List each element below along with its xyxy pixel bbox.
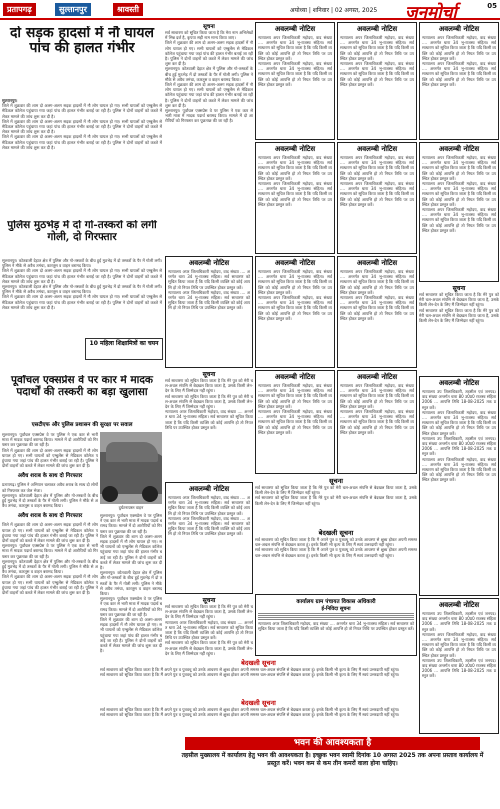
lead-text: जिले में शुक्रवार की शाम दो अलग-अलग सड़क हादसों में नौ लोग घायल हो गए। सभी घायलों को एम्बुलेंस से मेडिकल कॉलेज पहुंचाया गया जहां पांच की हालत गंभीर बताई जा रही है। पुलिस ने दोनों वाहनों को कब्जे में लेकर मामले की जांच शुरू कर दी है। xyxy=(2,103,162,119)
notice-title: अवलम्बी नोटिस xyxy=(274,25,316,33)
photo-caption xyxy=(100,505,162,511)
lead-headline: दो सड़क हादसों में नौ घायल पांच की हालत गंभीर xyxy=(10,26,154,57)
story4 xyxy=(2,375,162,419)
story2-text: सुल्तानपुर। कोतवाली देहात क्षेत्र में पुलिस और गो-तस्करों के बीच हुई मुठभेड़ में दो तस्करों के पैर में गोली लगी। पुलिस ने मौके से अवैध तमंचा, कारतूस व वाहन बरामद किया। xyxy=(2,258,162,269)
bedakhal-block-2: सूचना सर्व साधारण को सूचित किया जाता है कि मेरे पुत्र को मेरी चल-अचल संपत्ति से बेदखल किया जाता है, उसके किसी लेन-देन के लिए मैं जिम्मेदार नहीं रहूंगा। न्यायालय अपर जिलाधिकारी महोदय, वाद संख्या .... अन्तर्गत धारा 34 भू-राजस्व संहिता। सर्व साधारण को सूचित किया जाता है कि यदि किसी व्यक्ति को कोई आपत्ति हो तो नियत तिथि पर उपस्थित होकर प्रस्तुत करें। सर्व साधारण को सूचित किया जाता है कि मेरे पुत्र को मेरी चल-अचल संपत्ति से बेदखल किया जाता है, उसके किसी लेन-देन के लिए मैं जिम्मेदार नहीं रहूंगा। xyxy=(165,597,253,656)
suchna-title: सूचना xyxy=(202,597,216,604)
wheel xyxy=(102,486,118,502)
rule xyxy=(258,617,414,618)
car-roof xyxy=(106,442,158,462)
page-number: 05 xyxy=(487,2,497,10)
notice-title: अवलम्बी नोटिस xyxy=(188,485,230,493)
suchna-title: सूचना xyxy=(202,371,216,378)
story4-kicker-text: एसटीएफ और पुलिस प्रशासन की सुरक्षा पर सवाल xyxy=(31,422,133,428)
notice-box-1: अवलम्बी नोटिस न्यायालय अपर जिलाधिकारी महोदय, वाद संख्या .... अन्तर्गत धारा 34 भू-राजस्व संहिता। सर्व साधारण को सूचित किया जाता है कि यदि किसी व्यक्ति को कोई आपत्ति हो तो नियत तिथि पर उपस्थित होकर प्रस्तुत करें। न्यायालय अपर जिलाधिकारी महोदय, वाद संख्या .... अन्तर्गत धारा 34 भू-राजस्व संहिता। सर्व साधारण को सूचित किया जाता है कि यदि किसी व्यक्ति को कोई आपत्ति हो तो नियत तिथि पर उपस्थित होकर प्रस्तुत करें। xyxy=(255,22,335,140)
story3 xyxy=(85,338,163,360)
bedakhal-wide-2: बेदखली सूचना सर्व साधारण को सूचित किया जाता है कि मैं अपने पुत्र व पुत्रवधू को उनके आचरण से क्षुब्ध होकर अपनी समस्त चल-अचल संपत्ति से बेदखल करता हूं। इनके किसी भी कृत्य के लिए मैं स्वयं उत्तरदायी नहीं रहूंगा। सर्व साधारण को सूचित किया जाता है कि मैं अपने पुत्र व पुत्रवधू को उनके आचरण से क्षुब्ध होकर अपनी समस्त चल-अचल संपत्ति से बेदखल करता हूं। इनके किसी भी कृत्य के लिए मैं स्वयं उत्तरदायी नहीं रहूंगा। xyxy=(100,699,400,718)
side-text: प्रतापगढ़। पुलिस ने अभियान चलाकर अवैध शराब के साथ दो लोगों को गिरफ्तार कर जेल भेजा। xyxy=(2,482,98,493)
lead-dateline: सुल्तानपुर। xyxy=(2,98,18,103)
notice-title: अवलम्बी नोटिस xyxy=(356,259,398,267)
story4-headline: पूर्वांचल एक्सप्रेस वे पर कार में मादक पदार्थों की तस्करी का बड़ा खुलासा xyxy=(11,375,153,398)
notice-title: अवलम्बी नोटिस xyxy=(274,145,316,153)
lead-body: सुल्तानपुर। जिले में शुक्रवार की शाम दो अलग-अलग सड़क हादसों में नौ लोग घायल हो गए। सभी घायलों को एम्बुलेंस से मेडिकल कॉलेज पहुंचाया गया जहां पांच की हालत गंभीर बताई जा रही है। पुलिस ने दोनों वाहनों को कब्जे में लेकर मामले की जांच शुरू कर दी है। जिले में शुक्रवार की शाम दो अलग-अलग सड़क हादसों में नौ लोग घायल हो गए। सभी घायलों को एम्बुलेंस से मेडिकल कॉलेज पहुंचाया गया जहां पांच की हालत गंभीर बताई जा रही है। पुलिस ने दोनों वाहनों को कब्जे में लेकर मामले की जांच शुरू कर दी है। जिले में शुक्रवार की शाम दो अलग-अलग सड़क हादसों में नौ लोग घायल हो गए। सभी घायलों को एम्बुलेंस से मेडिकल कॉलेज पहुंचाया गया जहां पांच की हालत गंभीर बताई जा रही है। पुलिस ने दोनों वाहनों को कब्जे में लेकर मामले की जांच शुरू कर दी है। xyxy=(2,98,162,150)
story2 xyxy=(2,220,162,256)
notice-title: अवलम्बी नोटिस xyxy=(188,259,230,267)
notice-title: अवलम्बी नोटिस xyxy=(356,25,398,33)
story3-headline: 10 महिला शिक्षामित्रों का चयन xyxy=(89,340,159,347)
right-notice-2: अवलम्बी नोटिस न्यायालय उप जिलाधिकारी, तहसील एवं जनपद। वाद संख्या अन्तर्गत धारा 80 उ0प्र0 राजस्व संहिता 2006 ... आपत्ति तिथि 18-08-2025 तक प्रस्तुत करें। न्यायालय अपर जिलाधिकारी महोदय, वाद संख्या .... अन्तर्गत धारा 34 भू-राजस्व संहिता। सर्व साधारण को सूचित किया जाता है कि यदि किसी व्यक्ति को कोई आपत्ति हो तो नियत तिथि पर उपस्थित होकर प्रस्तुत करें। न्यायालय उप जिलाधिकारी, तहसील एवं जनपद। वाद संख्या अन्तर्गत धारा 80 उ0प्र0 राजस्व संहिता 2006 ... आपत्ति तिथि 18-08-2025 तक प्रस्तुत करें। xyxy=(419,598,499,734)
notice-box-8: अवलम्बी नोटिस न्यायालय अपर जिलाधिकारी महोदय, वाद संख्या .... अन्तर्गत धारा 34 भू-राजस्व संहिता। सर्व साधारण को सूचित किया जाता है कि यदि किसी व्यक्ति को कोई आपत्ति हो तो नियत तिथि पर उपस्थित होकर प्रस्तुत करें। न्यायालय अपर जिलाधिकारी महोदय, वाद संख्या .... अन्तर्गत धारा 34 भू-राजस्व संहिता। सर्व साधारण को सूचित किया जाता है कि यदि किसी व्यक्ति को कोई आपत्ति हो तो नियत तिथि पर उपस्थित होकर प्रस्तुत करें। xyxy=(255,256,335,368)
rule xyxy=(258,613,414,614)
notice-title: अवलम्बी नोटिस xyxy=(438,145,480,153)
wheel xyxy=(142,486,158,502)
story4-body-2: सुल्तानपुर। पूर्वांचल एक्सप्रेस वे पर पुलिस ने एक कार से भारी मात्रा में मादक पदार्थ बरामद किया। मामले में दो आरोपियों को गिरफ्तार कर पूछताछ की जा रही है। जिले में शुक्रवार की शाम दो अलग-अलग सड़क हादसों में नौ लोग घायल हो गए। सभी घायलों को एम्बुलेंस से मेडिकल कॉलेज पहुंचाया गया जहां पांच की हालत गंभीर बताई जा रही है। पुलिस ने दोनों वाहनों को कब्जे में लेकर मामले की जांच शुरू कर दी है। सुल्तानपुर। कोतवाली देहात क्षेत्र में पुलिस और गो-तस्करों के बीच हुई मुठभेड़ में दो तस्करों के पैर में गोली लगी। पुलिस ने मौके से अवैध तमंचा, कारतूस व वाहन बरामद किया। सुल्तानपुर। पूर्वांचल एक्सप्रेस वे पर पुलिस ने एक कार से भारी मात्रा में मादक पदार्थ बरामद किया। मामले में दो आरोपियों को गिरफ्तार कर पूछताछ की जा रही है। जिले में शुक्रवार की शाम दो अलग-अलग सड़क हादसों में नौ लोग घायल हो गए। सभी घायलों को एम्बुलेंस से मेडिकल कॉलेज पहुंचाया गया जहां पांच की हालत गंभीर बताई जा रही है। पुलिस ने दोनों वाहनों को कब्जे में लेकर मामले की जांच शुरू कर दी है। xyxy=(100,513,162,654)
bhavan-title: भवन की आवश्यकता है xyxy=(185,737,480,750)
notice-box-7: अवलम्बी नोटिस न्यायालय अपर जिलाधिकारी महोदय, वाद संख्या .... अन्तर्गत धारा 34 भू-राजस्व संहिता। सर्व साधारण को सूचित किया जाता है कि यदि किसी व्यक्ति को कोई आपत्ति हो तो नियत तिथि पर उपस्थित होकर प्रस्तुत करें। न्यायालय अपर जिलाधिकारी महोदय, वाद संख्या .... अन्तर्गत धारा 34 भू-राजस्व संहिता। सर्व साधारण को सूचित किया जाता है कि यदि किसी व्यक्ति को कोई आपत्ति हो तो नियत तिथि पर उपस्थित होकर प्रस्तुत करें। न्यायालय अपर जिलाधिकारी महोदय, वाद संख्या .... अन्तर्गत धारा 34 भू-राजस्व संहिता। सर्व साधारण को सूचित किया जाता है कि यदि किसी व्यक्ति को कोई आपत्ति हो तो नियत तिथि पर उपस्थित होकर प्रस्तुत करें। xyxy=(419,142,499,282)
lead-story xyxy=(2,26,162,96)
notice-box-3: अवलम्बी नोटिस न्यायालय अपर जिलाधिकारी महोदय, वाद संख्या .... अन्तर्गत धारा 34 भू-राजस्व संहिता। सर्व साधारण को सूचित किया जाता है कि यदि किसी व्यक्ति को कोई आपत्ति हो तो नियत तिथि पर उपस्थित होकर प्रस्तुत करें। न्यायालय अपर जिलाधिकारी महोदय, वाद संख्या .... अन्तर्गत धारा 34 भू-राजस्व संहिता। सर्व साधारण को सूचित किया जाता है कि यदि किसी व्यक्ति को कोई आपत्ति हो तो नियत तिथि पर उपस्थित होकर प्रस्तुत करें। xyxy=(419,22,499,140)
notice-box-6: अवलम्बी नोटिस न्यायालय अपर जिलाधिकारी महोदय, वाद संख्या .... अन्तर्गत धारा 34 भू-राजस्व संहिता। सर्व साधारण को सूचित किया जाता है कि यदि किसी व्यक्ति को कोई आपत्ति हो तो नियत तिथि पर उपस्थित होकर प्रस्तुत करें। न्यायालय अपर जिलाधिकारी महोदय, वाद संख्या .... अन्तर्गत धारा 34 भू-राजस्व संहिता। सर्व साधारण को सूचित किया जाता है कि यदि किसी व्यक्ति को कोई आपत्ति हो तो नियत तिथि पर उपस्थित होकर प्रस्तुत करें। xyxy=(337,142,417,254)
side-subhead: अवैध शराब के साथ दो गिरफ्तार xyxy=(17,473,83,480)
car-photo xyxy=(100,432,162,504)
center-text-col: सूचना सर्व साधारण को सूचित किया जाता है कि मेरा नाम अभिलेखों में भिन्न दर्ज है, कृपया सही नाम मान्य किया जाए। जिले में शुक्रवार की शाम दो अलग-अलग सड़क हादसों में नौ लोग घायल हो गए। सभी घायलों को एम्बुलेंस से मेडिकल कॉलेज पहुंचाया गया जहां पांच की हालत गंभीर बताई जा रही है। पुलिस ने दोनों वाहनों को कब्जे में लेकर मामले की जांच शुरू कर दी है। सुल्तानपुर। कोतवाली देहात क्षेत्र में पुलिस और गो-तस्करों के बीच हुई मुठभेड़ में दो तस्करों के पैर में गोली लगी। पुलिस ने मौके से अवैध तमंचा, कारतूस व वाहन बरामद किया। जिले में शुक्रवार की शाम दो अलग-अलग सड़क हादसों में नौ लोग घायल हो गए। सभी घायलों को एम्बुलेंस से मेडिकल कॉलेज पहुंचाया गया जहां पांच की हालत गंभीर बताई जा रही है। पुलिस ने दोनों वाहनों को कब्जे में लेकर मामले की जांच शुरू कर दी है। सुल्तानपुर। पूर्वांचल एक्सप्रेस वे पर पुलिस ने एक कार से भारी मात्रा में मादक पदार्थ बरामद किया। मामले में दो आरोपियों को गिरफ्तार कर पूछताछ की जा रही है। xyxy=(165,24,253,124)
notice-title: अवलम्बी नोटिस xyxy=(356,373,398,381)
notice-box-2: अवलम्बी नोटिस न्यायालय अपर जिलाधिकारी महोदय, वाद संख्या .... अन्तर्गत धारा 34 भू-राजस्व संहिता। सर्व साधारण को सूचित किया जाता है कि यदि किसी व्यक्ति को कोई आपत्ति हो तो नियत तिथि पर उपस्थित होकर प्रस्तुत करें। न्यायालय अपर जिलाधिकारी महोदय, वाद संख्या .... अन्तर्गत धारा 34 भू-राजस्व संहिता। सर्व साधारण को सूचित किया जाता है कि यदि किसी व्यक्ति को कोई आपत्ति हो तो नियत तिथि पर उपस्थित होकर प्रस्तुत करें। xyxy=(337,22,417,140)
center-notice-title: सूचना xyxy=(203,24,215,30)
dateline: अयोध्या | शनिवार | 02 अगस्त, 2025 xyxy=(290,7,378,14)
bedakhal-wide-1: बेदखली सूचना सर्व साधारण को सूचित किया जाता है कि मैं अपने पुत्र व पुत्रवधू को उनके आचरण से क्षुब्ध होकर अपनी समस्त चल-अचल संपत्ति से बेदखल करता हूं। इनके किसी भी कृत्य के लिए मैं स्वयं उत्तरदायी नहीं रहूंगा। सर्व साधारण को सूचित किया जाता है कि मैं अपने पुत्र व पुत्रवधू को उनके आचरण से क्षुब्ध होकर अपनी समस्त चल-अचल संपत्ति से बेदखल करता हूं। इनके किसी भी कृत्य के लिए मैं स्वयं उत्तरदायी नहीं रहूंगा। xyxy=(100,658,417,696)
notice-box-9: अवलम्बी नोटिस न्यायालय अपर जिलाधिकारी महोदय, वाद संख्या .... अन्तर्गत धारा 34 भू-राजस्व संहिता। सर्व साधारण को सूचित किया जाता है कि यदि किसी व्यक्ति को कोई आपत्ति हो तो नियत तिथि पर उपस्थित होकर प्रस्तुत करें। न्यायालय अपर जिलाधिकारी महोदय, वाद संख्या .... अन्तर्गत धारा 34 भू-राजस्व संहिता। सर्व साधारण को सूचित किया जाता है कि यदि किसी व्यक्ति को कोई आपत्ति हो तो नियत तिथि पर उपस्थित होकर प्रस्तुत करें। xyxy=(337,256,417,368)
notice-title: अवलम्बी नोटिस xyxy=(438,25,480,33)
rule xyxy=(258,619,414,620)
story2-headline: पुलिस मुठभेड़ में दो गो-तस्करों को लगी गोली, दो गिरफ्तार xyxy=(7,220,157,243)
notice-title: अवलम्बी नोटिस xyxy=(356,145,398,153)
notice-box-10: अवलम्बी नोटिस न्यायालय अपर जिलाधिकारी महोदय, वाद संख्या .... अन्तर्गत धारा 34 भू-राजस्व संहिता। सर्व साधारण को सूचित किया जाता है कि यदि किसी व्यक्ति को कोई आपत्ति हो तो नियत तिथि पर उपस्थित होकर प्रस्तुत करें। न्यायालय अपर जिलाधिकारी महोदय, वाद संख्या .... अन्तर्गत धारा 34 भू-राजस्व संहिता। सर्व साधारण को सूचित किया जाता है कि यदि किसी व्यक्ति को कोई आपत्ति हो तो नियत तिथि पर उपस्थित होकर प्रस्तुत करें। xyxy=(165,482,253,594)
story4-body: सुल्तानपुर। पूर्वांचल एक्सप्रेस वे पर पुलिस ने एक कार से भारी मात्रा में मादक पदार्थ बरामद किया। मामले में दो आरोपियों को गिरफ्तार कर पूछताछ की जा रही है। जिले में शुक्रवार की शाम दो अलग-अलग सड़क हादसों में नौ लोग घायल हो गए। सभी घायलों को एम्बुलेंस से मेडिकल कॉलेज पहुंचाया गया जहां पांच की हालत गंभीर बताई जा रही है। पुलिस ने दोनों वाहनों को कब्जे में लेकर मामले की जांच शुरू कर दी है। अवैध शराब के साथ दो गिरफ्तार प्रतापगढ़। पुलिस ने अभियान चलाकर अवैध शराब के साथ दो लोगों को गिरफ्तार कर जेल भेजा। सुल्तानपुर। कोतवाली देहात क्षेत्र में पुलिस और गो-तस्करों के बीच हुई मुठभेड़ में दो तस्करों के पैर में गोली लगी। पुलिस ने मौके से अवैध तमंचा, कारतूस व वाहन बरामद किया। अवैध शराब के साथ दो गिरफ्तार जिले में शुक्रवार की शाम दो अलग-अलग सड़क हादसों में नौ लोग घायल हो गए। सभी घायलों को एम्बुलेंस से मेडिकल कॉलेज पहुंचाया गया जहां पांच की हालत गंभीर बताई जा रही है। पुलिस ने दोनों वाहनों को कब्जे में लेकर मामले की जांच शुरू कर दी है। सुल्तानपुर। पूर्वांचल एक्सप्रेस वे पर पुलिस ने एक कार से भारी मात्रा में मादक पदार्थ बरामद किया। मामले में दो आरोपियों को गिरफ्तार कर पूछताछ की जा रही है। सुल्तानपुर। कोतवाली देहात क्षेत्र में पुलिस और गो-तस्करों के बीच हुई मुठभेड़ में दो तस्करों के पैर में गोली लगी। पुलिस ने मौके से अवैध तमंचा, कारतूस व वाहन बरामद किया। जिले में शुक्रवार की शाम दो अलग-अलग सड़क हादसों में नौ लोग घायल हो गए। सभी घायलों को एम्बुलेंस से मेडिकल कॉलेज पहुंचाया गया जहां पांच की हालत गंभीर बताई जा रही है। पुलिस ने दोनों वाहनों को कब्जे में लेकर मामले की जांच शुरू कर दी है। xyxy=(2,432,98,596)
right-notice: अवलम्बी नोटिस न्यायालय उप जिलाधिकारी, तहसील एवं जनपद। वाद संख्या अन्तर्गत धारा 80 उ0प्र0 राजस्व संहिता 2006 ... आपत्ति तिथि 18-08-2025 तक प्रस्तुत करें। न्यायालय अपर जिलाधिकारी महोदय, वाद संख्या .... अन्तर्गत धारा 34 भू-राजस्व संहिता। सर्व साधारण को सूचित किया जाता है कि यदि किसी व्यक्ति को कोई आपत्ति हो तो नियत तिथि पर उपस्थित होकर प्रस्तुत करें। न्यायालय उप जिलाधिकारी, तहसील एवं जनपद। वाद संख्या अन्तर्गत धारा 80 उ0प्र0 राजस्व संहिता 2006 ... आपत्ति तिथि 18-08-2025 तक प्रस्तुत करें। न्यायालय अपर जिलाधिकारी महोदय, वाद संख्या .... अन्तर्गत धारा 34 भू-राजस्व संहिता। सर्व साधारण को सूचित किया जाता है कि यदि किसी व्यक्ति को कोई आपत्ति हो तो नियत तिथि पर उपस्थित होकर प्रस्तुत करें। xyxy=(419,376,499,596)
suchna-title: सूचना xyxy=(329,477,343,485)
wide-suchna: सूचना सर्व साधारण को सूचित किया जाता है कि मेरे पुत्र को मेरी चल-अचल संपत्ति से बेदखल किया जाता है, उसके किसी लेन-देन के लिए मैं जिम्मेदार नहीं रहूंगा। सर्व साधारण को सूचित किया जाता है कि मेरे पुत्र को मेरी चल-अचल संपत्ति से बेदखल किया जाता है, उसके किसी लेन-देन के लिए मैं जिम्मेदार नहीं रहूंगा। xyxy=(255,477,417,506)
section-tag-2: सुल्तानपुर xyxy=(55,3,91,16)
brand-logo: जनमोर्चा xyxy=(405,3,457,23)
section-tag-1: प्रतापगढ़ xyxy=(3,3,36,16)
bedakhal-title: बेदखली सूचना xyxy=(318,529,354,537)
tender-title: कार्यालय ग्राम पंचायत विकास अधिकारी xyxy=(296,599,376,605)
tender-subtitle: ई-निविदा सूचना xyxy=(321,606,351,612)
suchna-block-1: सूचना सर्व साधारण को सूचित किया जाता है कि मेरे पुत्र को मेरी चल-अचल संपत्ति से बेदखल किया जाता है, उसके किसी लेन-देन के लिए मैं जिम्मेदार नहीं रहूंगा। सर्व साधारण को सूचित किया जाता है कि मेरे पुत्र को मेरी चल-अचल संपत्ति से बेदखल किया जाता है, उसके किसी लेन-देन के लिए मैं जिम्मेदार नहीं रहूंगा। न्यायालय अपर जिलाधिकारी महोदय, वाद संख्या .... अन्तर्गत धारा 34 भू-राजस्व संहिता। सर्व साधारण को सूचित किया जाता है कि यदि किसी व्यक्ति को कोई आपत्ति हो तो नियत तिथि पर उपस्थित होकर प्रस्तुत करें। xyxy=(165,371,253,430)
suchna-title: सूचना xyxy=(452,285,466,292)
rule xyxy=(258,615,414,616)
notice-box-4: अवलम्बी नोटिस न्यायालय अपर जिलाधिकारी महोदय, वाद संख्या .... अन्तर्गत धारा 34 भू-राजस्व संहिता। सर्व साधारण को सूचित किया जाता है कि यदि किसी व्यक्ति को कोई आपत्ति हो तो नियत तिथि पर उपस्थित होकर प्रस्तुत करें। न्यायालय अपर जिलाधिकारी महोदय, वाद संख्या .... अन्तर्गत धारा 34 भू-राजस्व संहिता। सर्व साधारण को सूचित किया जाता है कि यदि किसी व्यक्ति को कोई आपत्ति हो तो नियत तिथि पर उपस्थित होकर प्रस्तुत करें। xyxy=(165,256,253,368)
notice-title: अवलम्बी नोटिस xyxy=(274,373,316,381)
story2-body: सुल्तानपुर। कोतवाली देहात क्षेत्र में पुलिस और गो-तस्करों के बीच हुई मुठभेड़ में दो तस्करों के पैर में गोली लगी। पुलिस ने मौके से अवैध तमंचा, कारतूस व वाहन बरामद किया। जिले में शुक्रवार की शाम दो अलग-अलग सड़क हादसों में नौ लोग घायल हो गए। सभी घायलों को एम्बुलेंस से मेडिकल कॉलेज पहुंचाया गया जहां पांच की हालत गंभीर बताई जा रही है। पुलिस ने दोनों वाहनों को कब्जे में लेकर मामले की जांच शुरू कर दी है। सुल्तानपुर। कोतवाली देहात क्षेत्र में पुलिस और गो-तस्करों के बीच हुई मुठभेड़ में दो तस्करों के पैर में गोली लगी। पुलिस ने मौके से अवैध तमंचा, कारतूस व वाहन बरामद किया। जिले में शुक्रवार की शाम दो अलग-अलग सड़क हादसों में नौ लोग घायल हो गए। सभी घायलों को एम्बुलेंस से मेडिकल कॉलेज पहुंचाया गया जहां पांच की हालत गंभीर बताई जा रही है। पुलिस ने दोनों वाहनों को कब्जे में लेकर मामले की जांच शुरू कर दी है। xyxy=(2,258,162,310)
notice-box-5: अवलम्बी नोटिस न्यायालय अपर जिलाधिकारी महोदय, वाद संख्या .... अन्तर्गत धारा 34 भू-राजस्व संहिता। सर्व साधारण को सूचित किया जाता है कि यदि किसी व्यक्ति को कोई आपत्ति हो तो नियत तिथि पर उपस्थित होकर प्रस्तुत करें। न्यायालय अपर जिलाधिकारी महोदय, वाद संख्या .... अन्तर्गत धारा 34 भू-राजस्व संहिता। सर्व साधारण को सूचित किया जाता है कि यदि किसी व्यक्ति को कोई आपत्ति हो तो नियत तिथि पर उपस्थित होकर प्रस्तुत करें। xyxy=(255,142,335,254)
caption-text: दुर्घटनाग्रस्त वाहन xyxy=(118,505,144,510)
masthead xyxy=(0,0,500,23)
section-tag-3: श्रावस्ती xyxy=(113,3,143,16)
bedakhal-block-1: बेदखली सूचना सर्व साधारण को सूचित किया जाता है कि मैं अपने पुत्र व पुत्रवधू को उनके आचरण से क्षुब्ध होकर अपनी समस्त चल-अचल संपत्ति से बेदखल करता हूं। इनके किसी भी कृत्य के लिए मैं स्वयं उत्तरदायी नहीं रहूंगा। सर्व साधारण को सूचित किया जाता है कि मैं अपने पुत्र व पुत्रवधू को उनके आचरण से क्षुब्ध होकर अपनी समस्त चल-अचल संपत्ति से बेदखल करता हूं। इनके किसी भी कृत्य के लिए मैं स्वयं उत्तरदायी नहीं रहूंगा। xyxy=(255,529,417,558)
bedakhal-title: बेदखली सूचना xyxy=(241,659,276,667)
story4-kicker xyxy=(2,420,162,430)
notice-title: अवलम्बी नोटिस xyxy=(438,379,480,387)
notice-title: अवलम्बी नोटिस xyxy=(438,601,480,609)
notice-title: अवलम्बी नोटिस xyxy=(274,259,316,267)
bhavan-advert xyxy=(165,737,500,809)
bhavan-text: तहसील मुख्यालय में कार्यालय हेतु भवन की आवश्यकता है। इच्छुक भवन स्वामी दिनांक 10 अगस्त 2025 तक अपना प्रस्ताव कार्यालय में प्रस्तुत करें। भवन कम से कम तीन कमरों वाला होना चाहिए। xyxy=(181,752,484,767)
story4-text: सुल्तानपुर। पूर्वांचल एक्सप्रेस वे पर पुलिस ने एक कार से भारी मात्रा में मादक पदार्थ बरामद किया। मामले में दो आरोपियों को गिरफ्तार कर पूछताछ की जा रही है। xyxy=(2,432,98,448)
notice-box-11: अवलम्बी नोटिस न्यायालय अपर जिलाधिकारी महोदय, वाद संख्या .... अन्तर्गत धारा 34 भू-राजस्व संहिता। सर्व साधारण को सूचित किया जाता है कि यदि किसी व्यक्ति को कोई आपत्ति हो तो नियत तिथि पर उपस्थित होकर प्रस्तुत करें। न्यायालय अपर जिलाधिकारी महोदय, वाद संख्या .... अन्तर्गत धारा 34 भू-राजस्व संहिता। सर्व साधारण को सूचित किया जाता है कि यदि किसी व्यक्ति को कोई आपत्ति हो तो नियत तिथि पर उपस्थित होकर प्रस्तुत करें। xyxy=(255,370,335,474)
right-suchna: सूचना सर्व साधारण को सूचित किया जाता है कि मेरे पुत्र को मेरी चल-अचल संपत्ति से बेदखल किया जाता है, उसके किसी लेन-देन के लिए मैं जिम्मेदार नहीं रहूंगा। सर्व साधारण को सूचित किया जाता है कि मेरे पुत्र को मेरी चल-अचल संपत्ति से बेदखल किया जाता है, उसके किसी लेन-देन के लिए मैं जिम्मेदार नहीं रहूंगा। xyxy=(419,285,499,324)
notice-box-12: अवलम्बी नोटिस न्यायालय अपर जिलाधिकारी महोदय, वाद संख्या .... अन्तर्गत धारा 34 भू-राजस्व संहिता। सर्व साधारण को सूचित किया जाता है कि यदि किसी व्यक्ति को कोई आपत्ति हो तो नियत तिथि पर उपस्थित होकर प्रस्तुत करें। न्यायालय अपर जिलाधिकारी महोदय, वाद संख्या .... अन्तर्गत धारा 34 भू-राजस्व संहिता। सर्व साधारण को सूचित किया जाता है कि यदि किसी व्यक्ति को कोई आपत्ति हो तो नियत तिथि पर उपस्थित होकर प्रस्तुत करें। xyxy=(337,370,417,474)
tender-notice: कार्यालय ग्राम पंचायत विकास अधिकारी ई-निविदा सूचना न्यायालय अपर जिलाधिकारी महोदय, वाद संख्या .... अन्तर्गत धारा 34 भू-राजस्व संहिता। सर्व साधारण को सूचित किया जाता है कि यदि किसी व्यक्ति को कोई आपत्ति हो तो नियत तिथि पर उपस्थित होकर प्रस्तुत करें। xyxy=(255,594,417,656)
